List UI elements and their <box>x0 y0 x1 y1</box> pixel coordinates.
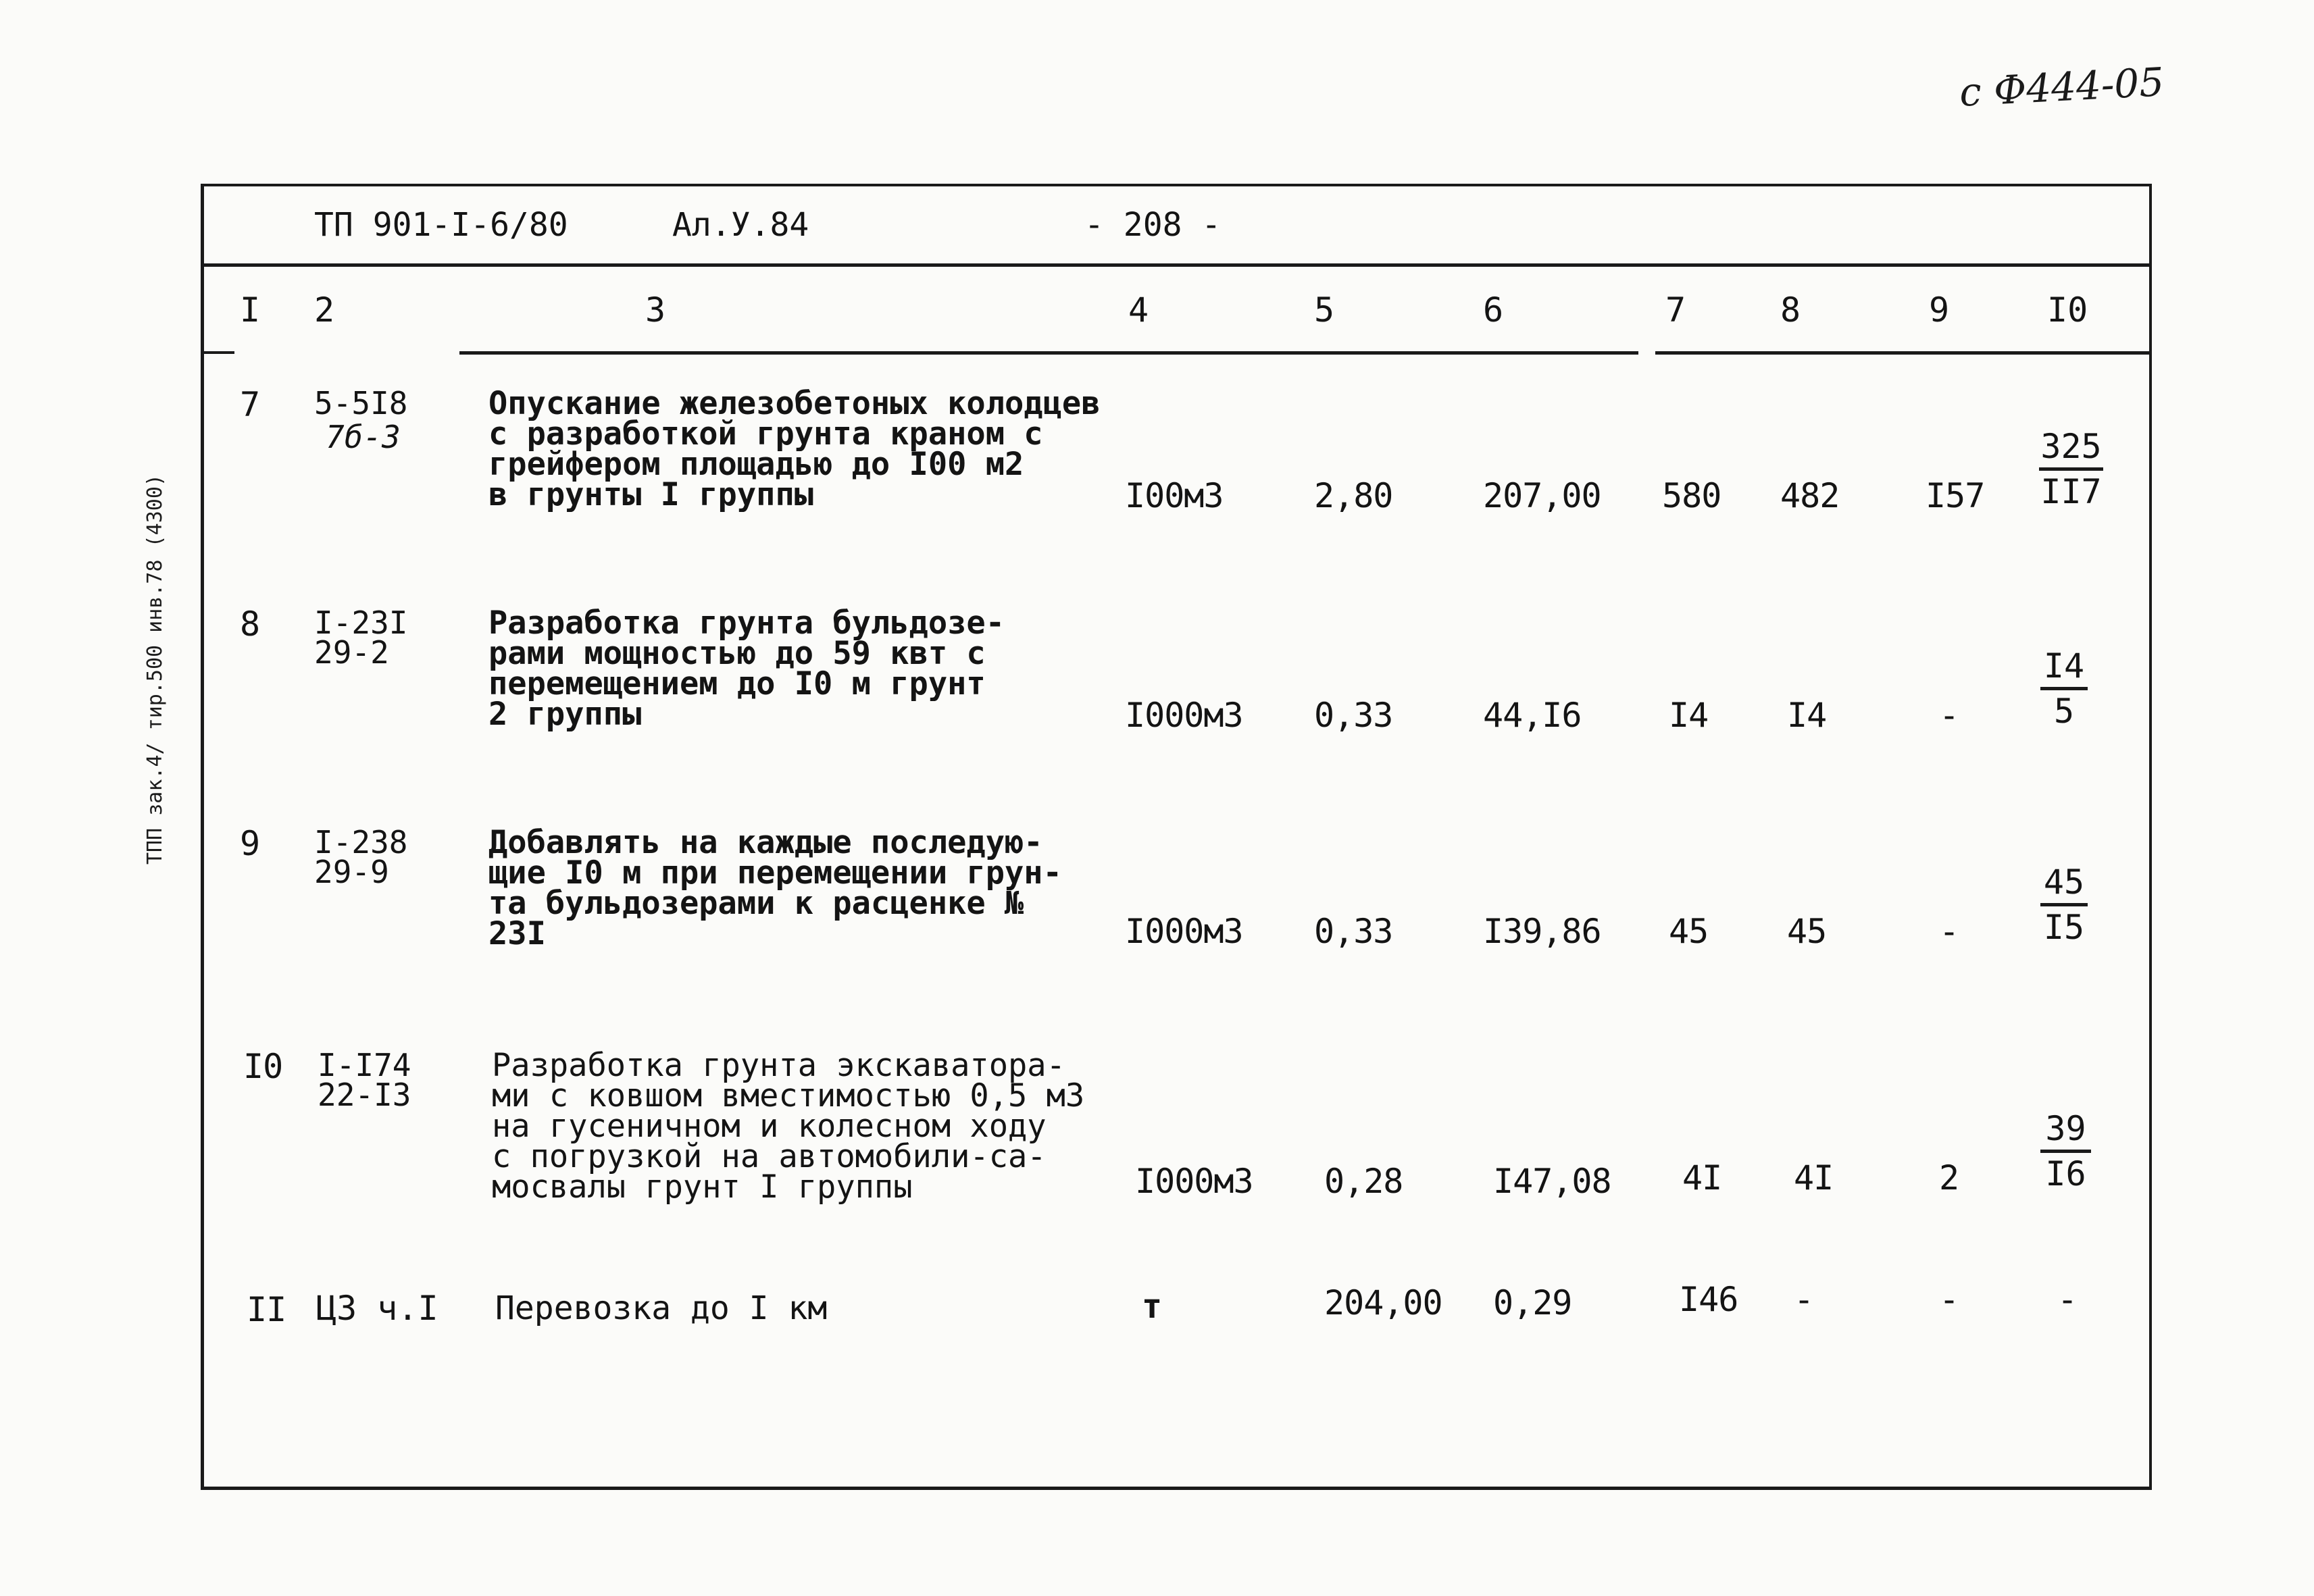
cost-col8: I4 <box>1787 696 1827 735</box>
unit-price: 0,29 <box>1493 1283 1572 1322</box>
cost-col7: 45 <box>1669 912 1709 951</box>
quantity: 0,28 <box>1324 1162 1403 1201</box>
rate-code: I-I74 <box>318 1047 411 1083</box>
project-code: ТП 901-I-6/80 <box>314 206 568 244</box>
work-description: Добавлять на каждые последую- щие I0 м при перемещении грун- та бульдозерами к расценке № 23I <box>488 824 1062 952</box>
column-number: 3 <box>645 290 666 330</box>
rate-subcode: 29-2 <box>314 634 389 671</box>
album-number: Ал.У.84 <box>672 206 809 244</box>
row-number: 9 <box>240 824 260 863</box>
cost-col8: - <box>1794 1280 1814 1319</box>
page-number: - 208 - <box>1084 206 1222 244</box>
rate-subcode: 29-9 <box>314 854 389 890</box>
rate-subcode: 7б-3 <box>326 419 401 455</box>
unit: т <box>1142 1287 1162 1326</box>
row-number: 8 <box>240 604 260 644</box>
work-description: Перевозка до I км <box>495 1289 828 1327</box>
column-number: 6 <box>1483 290 1504 330</box>
work-description: Разработка грунта экскаватора- ми с ковшом вместимостью 0,5 м3 на гусеничном и колесном ходу с погрузкой на автомобили-са- мосвалы грунт I группы <box>492 1047 1085 1206</box>
print-stamp: ТПП зак.4/ тир.500 инв.78 (4300) <box>143 474 167 865</box>
unit-price: I39,86 <box>1483 912 1601 951</box>
quantity: 0,33 <box>1314 912 1393 951</box>
rate-code: ЦЗ ч.I <box>316 1289 438 1328</box>
cost-col8: 45 <box>1787 912 1827 951</box>
rate-code: I-23I <box>314 604 408 641</box>
cost-col8: 482 <box>1780 476 1840 515</box>
work-description: Опускание железобетоных колодцев с разработкой грунта краном с грейфером площадью до I00 м2 в грунты I группы <box>488 385 1101 513</box>
cost-col7: 4I <box>1682 1158 1722 1198</box>
cost-col10: - <box>2057 1280 2078 1319</box>
cost-col9: 2 <box>1939 1158 1959 1198</box>
quantity: 0,33 <box>1314 696 1393 735</box>
column-number: 8 <box>1780 290 1801 330</box>
cost-col7: I4 <box>1669 696 1709 735</box>
unit-price: 44,I6 <box>1483 696 1582 735</box>
quantity: 2,80 <box>1314 476 1393 515</box>
labor-fraction: $\frac{325}{II7}$ <box>2039 426 2103 513</box>
column-rule-right <box>1655 351 2152 355</box>
cost-col8: 4I <box>1794 1158 1834 1198</box>
work-description: Разработка грунта бульдозе- рами мощностью до 59 квт с перемещением до I0 м грунт 2 группы <box>488 604 1005 733</box>
labor-fraction: $\frac{39}{I6}$ <box>2040 1108 2091 1195</box>
column-number: I <box>240 290 261 330</box>
rate-code: I-238 <box>314 824 408 860</box>
rate-subcode: 22-I3 <box>318 1077 411 1113</box>
column-number: 9 <box>1929 290 1950 330</box>
unit-price: 207,00 <box>1483 476 1601 515</box>
column-number: 5 <box>1314 290 1335 330</box>
column-number: 7 <box>1665 290 1686 330</box>
unit-price: I47,08 <box>1493 1162 1611 1201</box>
labor-fraction: $\frac{I4}{5}$ <box>2040 645 2088 732</box>
cost-col9: - <box>1939 696 1959 735</box>
row-number: 7 <box>240 385 260 424</box>
column-number: 4 <box>1128 290 1149 330</box>
unit: I00м3 <box>1125 476 1224 515</box>
column-rule-mid <box>459 351 1638 355</box>
header-rule <box>201 263 2152 267</box>
unit: I000м3 <box>1135 1162 1253 1201</box>
cost-col9: - <box>1939 1280 1959 1319</box>
column-number: 2 <box>314 290 335 330</box>
rate-code: 5-5I8 <box>314 385 408 421</box>
labor-fraction: $\frac{45}{I5}$ <box>2040 861 2088 948</box>
row-number: II <box>247 1290 286 1329</box>
column-rule-left <box>201 351 234 354</box>
quantity: 204,00 <box>1324 1283 1442 1322</box>
row-number: I0 <box>243 1047 283 1086</box>
cost-col7: 580 <box>1662 476 1721 515</box>
column-number: I0 <box>2047 290 2088 330</box>
archive-stamp: с Ф444-05 <box>1958 59 2165 115</box>
cost-col9: - <box>1939 912 1959 951</box>
unit: I000м3 <box>1125 912 1243 951</box>
cost-col7: I46 <box>1679 1280 1738 1319</box>
unit: I000м3 <box>1125 696 1243 735</box>
cost-col9: I57 <box>1926 476 1985 515</box>
